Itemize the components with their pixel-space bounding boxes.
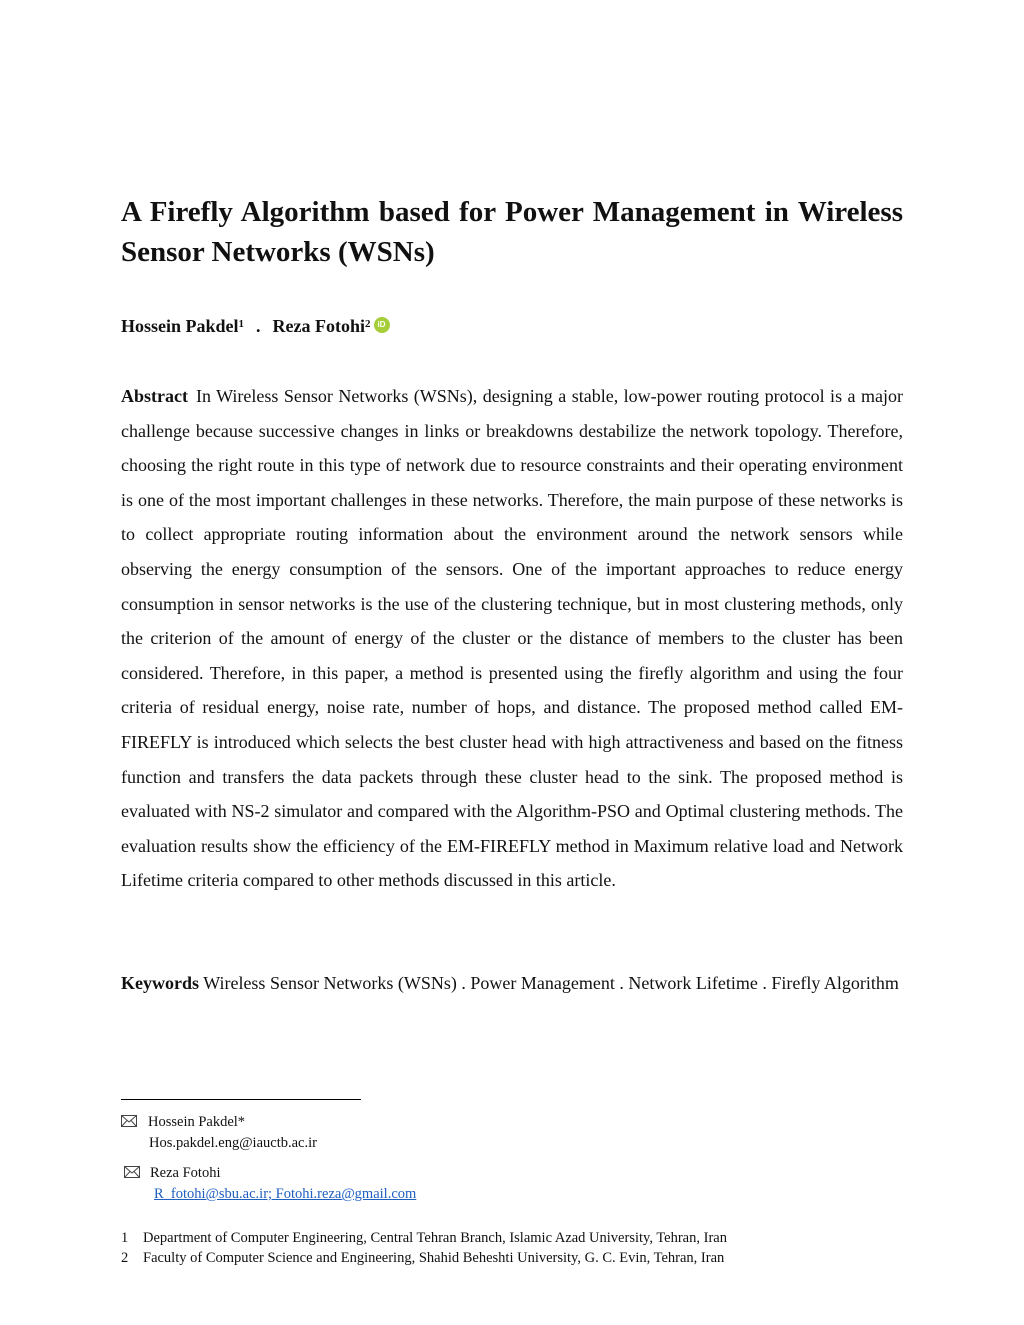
affiliation-text: Department of Computer Engineering, Central Tehran Branch, Islamic Azad University, Tehran, Iran	[143, 1230, 727, 1246]
contact-email-link[interactable]: R_fotohi@sbu.ac.ir; Fotohi.reza@gmail.com	[154, 1186, 417, 1202]
affiliation-text: Faculty of Computer Science and Engineering, Shahid Beheshti University, G. C. Evin, Tehran, Iran	[143, 1250, 725, 1266]
keywords-label: Keywords	[121, 973, 199, 993]
affiliation-mark: 2	[365, 318, 371, 330]
footnote-divider	[121, 1099, 361, 1100]
paper-title: A Firefly Algorithm based for Power Management in Wireless Sensor Networks (WSNs)	[121, 196, 903, 268]
orcid-icon[interactable]: iD	[374, 317, 390, 333]
affiliation-footnote	[121, 1248, 724, 1268]
contact-name: Reza Fotohi	[150, 1165, 221, 1181]
author-name: Reza Fotohi	[272, 316, 366, 336]
keywords	[121, 970, 903, 996]
abstract-text: In Wireless Sensor Networks (WSNs), designing a stable, low-power routing protocol is a major challenge because successive changes in links or breakdowns destabilize the network topology. Therefore, choosing the right route in this type of network due to resource constraints and their operating environment is one of the most important challenges in these networks. Therefore, the main purpose of these networks is to collect appropriate routing information about the environment around the network sensors while observing the energy consumption of the sensors. One of the important approaches to reduce energy consumption in sensor networks is the use of the clustering technique, but in most clustering methods, only the criterion of the amount of energy of the cluster or the distance of members to the cluster has been considered. Therefore, in this paper, a method is presented using the firefly algorithm and using the four criteria of residual energy, noise rate, number of hops, and distance. The proposed method called EM-FIREFLY is introduced which selects the best cluster head with high attractiveness and based on the fitness function and transfers the data packets through these cluster head to the sink. The proposed method is evaluated with NS-2 simulator and compared with the Algorithm-PSO and Optimal clustering methods. The evaluation results show the efficiency of the EM-FIREFLY method in Maximum relative load and Network Lifetime criteria compared to other methods discussed in this article.	[121, 386, 903, 891]
abstract-label: Abstract	[121, 386, 188, 406]
keywords-text: Wireless Sensor Networks (WSNs) . Power Management . Network Lifetime . Firefly Algorithm	[203, 973, 899, 993]
contact-entry	[121, 1112, 317, 1154]
envelope-icon	[124, 1166, 140, 1178]
affiliation-number: 2	[121, 1250, 129, 1266]
envelope-icon	[121, 1115, 137, 1127]
contact-entry	[121, 1163, 416, 1205]
affiliation-footnote	[121, 1228, 727, 1248]
author-name: Hossein Pakdel	[121, 316, 239, 336]
contact-email: Hos.pakdel.eng@iauctb.ac.ir	[149, 1135, 317, 1151]
author-line	[121, 314, 390, 338]
author-separator: .	[256, 316, 261, 336]
affiliation-mark: 1	[238, 318, 245, 330]
contact-name: Hossein Pakdel*	[148, 1114, 246, 1130]
affiliation-number: 1	[121, 1230, 129, 1246]
abstract	[121, 379, 903, 898]
